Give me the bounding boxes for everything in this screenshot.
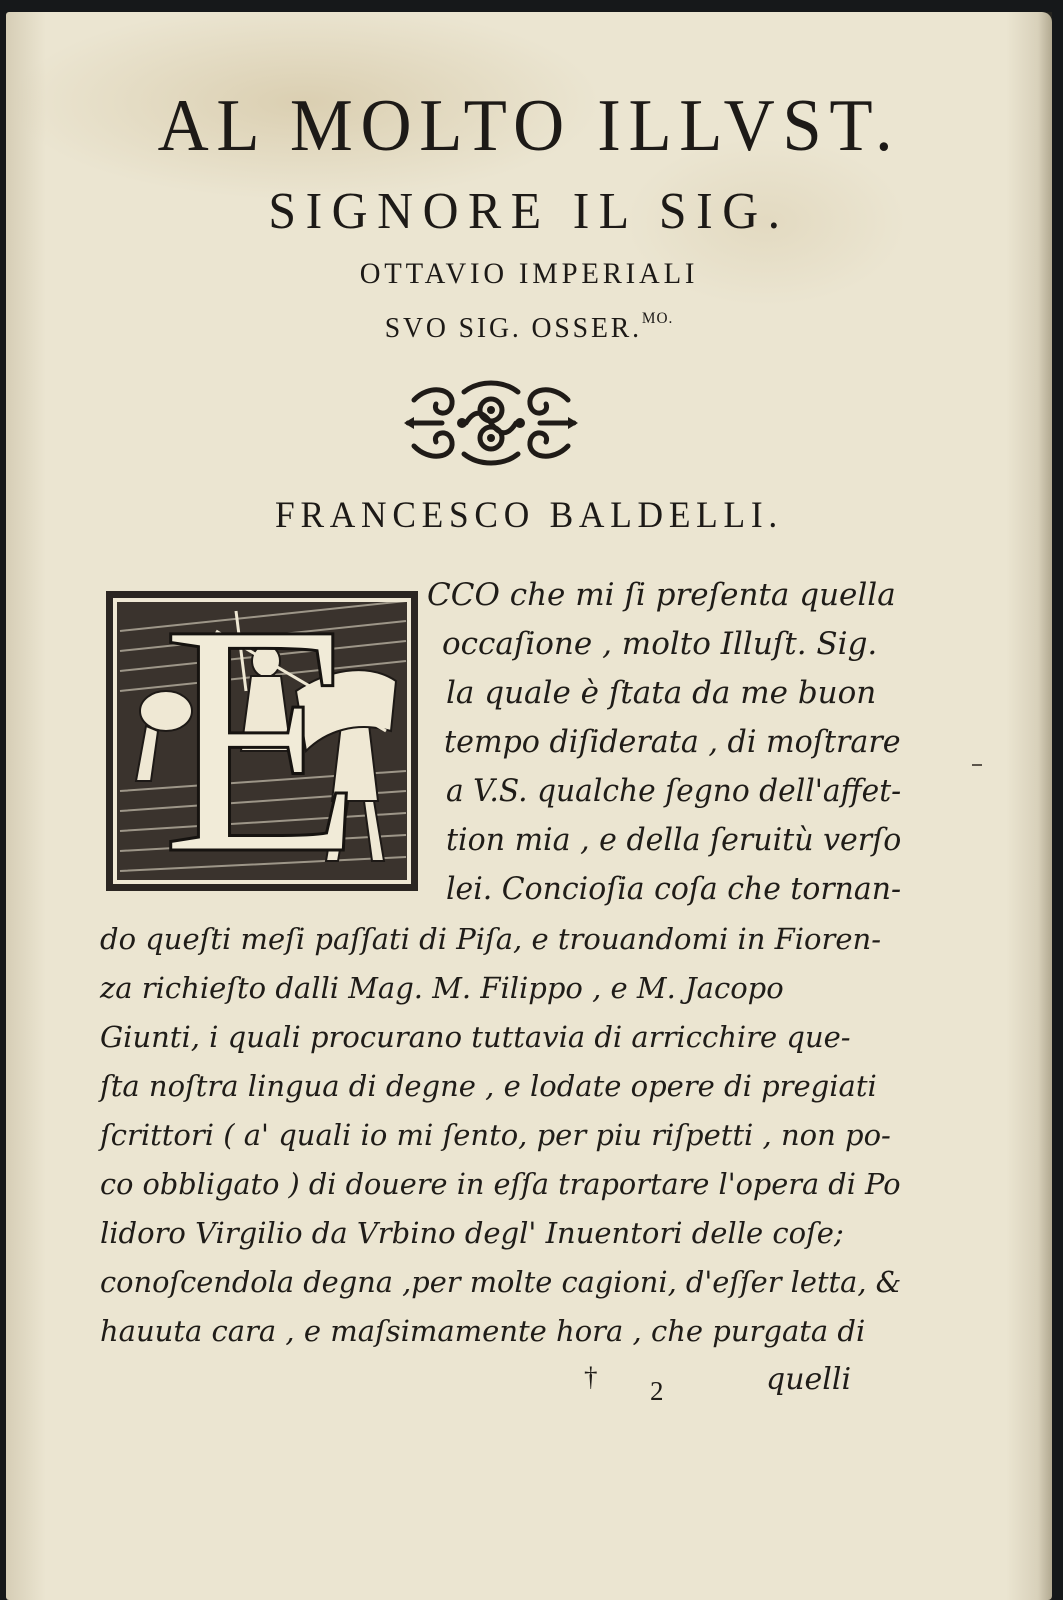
body-line: la quale è ſtata da me buon bbox=[446, 675, 877, 711]
body-line: co obbligato ) di douere in eſſa traportare l'opera di Po bbox=[100, 1167, 901, 1201]
dedication-heading-line-4-text: SVO SIG. OSSER. bbox=[384, 312, 642, 344]
body-line: do queſti meſi paſſati di Piſa, e trouandomi in Fioren- bbox=[100, 922, 882, 956]
signature-number: 2 bbox=[650, 1376, 664, 1406]
body-line: hauuta cara , e maſsimamente hora , che purgata di bbox=[100, 1314, 866, 1348]
fleuron-ornament-icon bbox=[404, 380, 578, 466]
sender-name: FRANCESCO BALDELLI. bbox=[275, 495, 783, 536]
body-line: conoſcendola degna ,per molte cagioni, d'eſſer letta, & bbox=[100, 1265, 902, 1299]
body-line: lei. Concioſia coſa che tornan- bbox=[446, 871, 902, 907]
body-line: occaſione , molto Illuſt. Sig. bbox=[442, 626, 878, 662]
body-line: ſta noſtra lingua di degne , e lodate opere di pregiati bbox=[100, 1069, 877, 1103]
body-line: ſcrittori ( a' quali io mi ſento, per piu riſpetti , non po- bbox=[100, 1118, 891, 1152]
woodcut-initial bbox=[106, 557, 418, 922]
dedication-heading-superscript: MO. bbox=[641, 310, 674, 327]
margin-mark bbox=[972, 764, 982, 766]
dedication-heading-line-1: AL MOLTO ILLVST. bbox=[157, 85, 901, 167]
body-line: tion mia , e della ſeruitù verſo bbox=[446, 822, 902, 858]
body-line: a V.S. qualche ſegno dell'affet- bbox=[446, 773, 902, 809]
body-line: tempo diſiderata , di moſtrare bbox=[444, 724, 901, 760]
body-line: lidoro Virgilio da Vrbino degl' Inuentori delle coſe; bbox=[100, 1216, 844, 1250]
dedication-heading-line-4 bbox=[29, 310, 1029, 345]
drop-cap-letter: E bbox=[161, 557, 363, 922]
dedication-heading-line-2: SIGNORE IL SIG. bbox=[268, 183, 790, 240]
signature-mark: † bbox=[584, 1362, 598, 1392]
body-line: za richieſto dalli Mag. M. Filippo , e M. Jacopo bbox=[100, 971, 784, 1005]
catchword: quelli bbox=[766, 1362, 852, 1397]
body-line: CCO che mi ſi preſenta quella bbox=[427, 577, 896, 613]
book-page bbox=[6, 12, 1052, 1600]
dedication-heading-line-3: OTTAVIO IMPERIALI bbox=[359, 257, 699, 290]
body-line: Giunti, i quali procurano tuttavia di arricchire que- bbox=[100, 1020, 851, 1054]
page-edge-shadow bbox=[1038, 12, 1052, 1600]
